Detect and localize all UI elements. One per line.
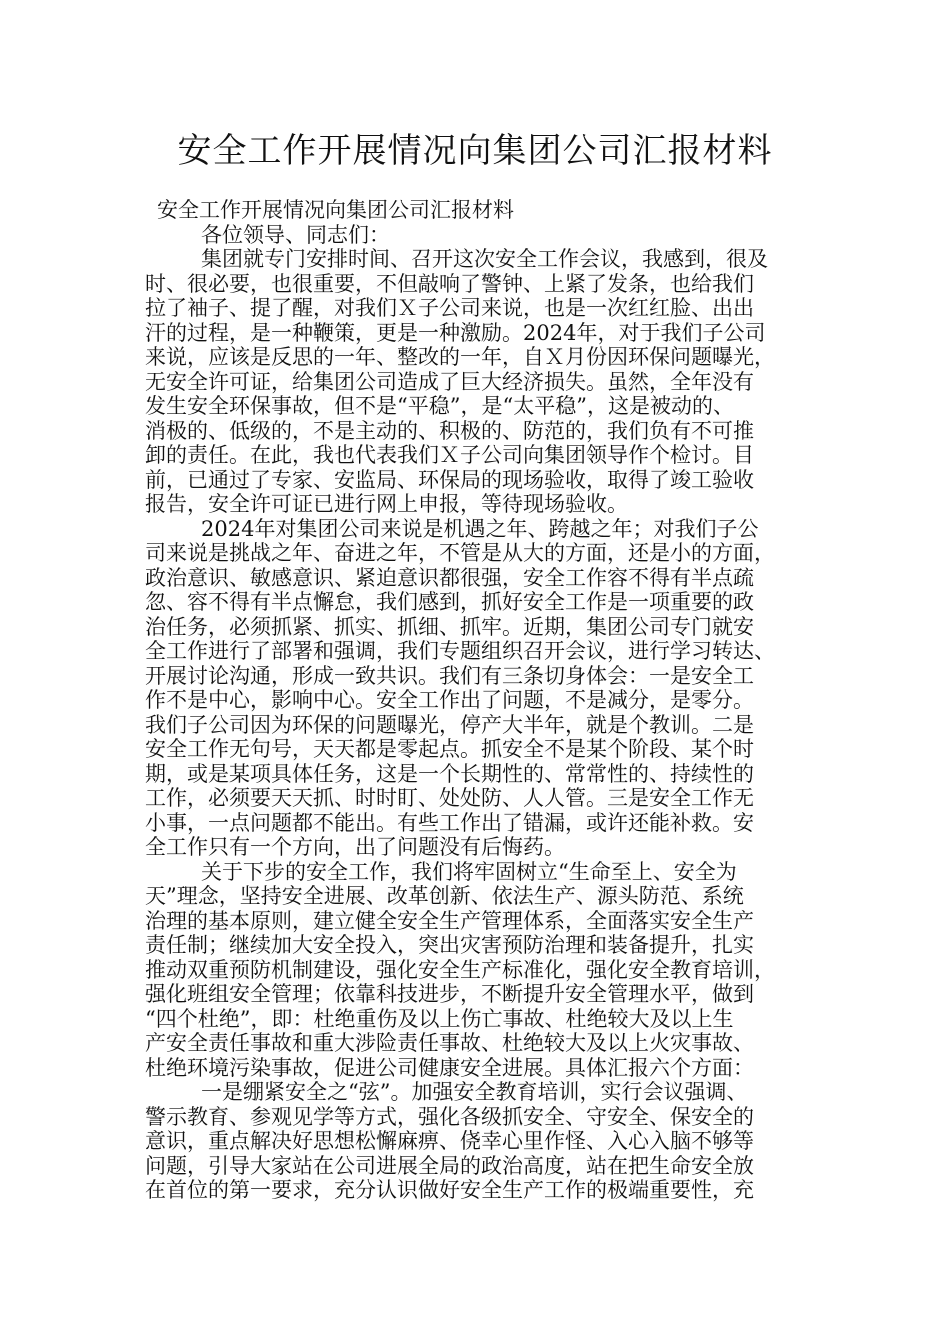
paragraph-line: “四个杜绝”，即：杜绝重伤及以上伤亡事故、杜绝较大及以上生 <box>145 1006 734 1031</box>
document-subtitle: 安全工作开展情况向集团公司汇报材料 <box>157 198 514 222</box>
paragraph-first-line: 关于下步的安全工作，我们将牢固树立“生命至上、安全为 <box>201 859 737 884</box>
paragraph-line: 推动双重预防机制建设，强化安全生产标准化，强化安全教育培训， <box>145 957 775 982</box>
paragraph-line: 拉了袖子、提了醒，对我们Ｘ子公司来说，也是一次红红脸、出出 <box>145 296 754 320</box>
paragraph-line: 期，或是某项具体任务，这是一个长期性的、常常性的、持续性的 <box>145 761 754 786</box>
paragraph-line: 无安全许可证，给集团公司造成了巨大经济损失。虽然，全年没有 <box>145 369 754 394</box>
paragraph-line: 杜绝环境污染事故，促进公司健康安全进展。具体汇报六个方面： <box>145 1055 754 1080</box>
paragraph-first-line: 一是绷紧安全之“弦”。加强安全教育培训，实行会议强调、 <box>201 1080 748 1104</box>
paragraph-line: 时、很必要，也很重要，不但敲响了警钟、上紧了发条，也给我们 <box>145 271 754 296</box>
paragraph-line: 小事，一点问题都不能出。有些工作出了错漏，或许还能补救。安 <box>145 810 754 835</box>
paragraph-line: 忽、容不得有半点懈怠，我们感到，抓好安全工作是一项重要的政 <box>145 590 754 614</box>
paragraph-line: 强化班组安全管理；依靠科技进步，不断提升安全管理水平，做到 <box>145 982 754 1006</box>
paragraph-line: 报告，安全许可证已进行网上申报，等待现场验收。 <box>145 492 628 516</box>
paragraph-line: 我们子公司因为环保的问题曝光，停产大半年，就是个教训。二是 <box>145 712 754 737</box>
paragraph-line: 司来说是挑战之年、奋进之年，不管是从大的方面，还是小的方面， <box>145 541 775 565</box>
paragraph-line: 政治意识、敏感意识、紧迫意识都很强，安全工作容不得有半点疏 <box>145 565 754 590</box>
paragraph-line: 产安全责任事故和重大涉险责任事故、杜绝较大及以上火灾事故、 <box>145 1031 754 1055</box>
greeting-line: 各位领导、同志们： <box>201 222 390 247</box>
paragraph-line: 消极的、低级的，不是主动的、积极的、防范的，我们负有不可推 <box>145 418 754 443</box>
paragraph-line: 在首位的第一要求，充分认识做好安全生产工作的极端重要性，充 <box>145 1178 754 1202</box>
document-title: 安全工作开展情况向集团公司汇报材料 <box>177 131 773 171</box>
paragraph-line: 责任制；继续加大安全投入，突出灾害预防治理和装备提升，扎实 <box>145 933 754 957</box>
paragraph-line: 警示教育、参观见学等方式，强化各级抓安全、守安全、保安全的 <box>145 1104 754 1129</box>
paragraph-line: 安全工作无句号，天天都是零起点。抓安全不是某个阶段、某个时 <box>145 737 754 761</box>
paragraph-line: 来说，应该是反思的一年、整改的一年，自Ｘ月份因环保问题曝光， <box>145 345 775 369</box>
paragraph-line: 全工作只有一个方向，出了问题没有后悔药。 <box>145 835 565 859</box>
paragraph-line: 汗的过程，是一种鞭策，更是一种激励。2024年，对于我们子公司 <box>145 320 766 345</box>
paragraph-line: 全工作进行了部署和强调，我们专题组织召开会议，进行学习转达、 <box>145 639 775 663</box>
paragraph-line: 治任务，必须抓紧、抓实、抓细、抓牢。近期，集团公司专门就安 <box>145 614 754 639</box>
paragraph-first-line: 2024年对集团公司来说是机遇之年、跨越之年；对我们子公 <box>201 516 759 541</box>
paragraph-line: 前，已通过了专家、安监局、环保局的现场验收，取得了竣工验收 <box>145 467 754 492</box>
paragraph-line: 问题，引导大家站在公司进展全局的政治高度，站在把生命安全放 <box>145 1153 754 1178</box>
paragraph-first-line: 集团就专门安排时间、召开这次安全工作会议，我感到，很及 <box>201 247 768 271</box>
paragraph-line: 意识，重点解决好思想松懈麻痹、侥幸心里作怪、入心入脑不够等 <box>145 1129 754 1153</box>
paragraph-line: 作不是中心，影响中心。安全工作出了问题，不是减分，是零分。 <box>145 688 754 712</box>
paragraph-line: 天”理念，坚持安全进展、改革创新、依法生产、源头防范、系统 <box>145 884 744 908</box>
paragraph-line: 发生安全环保事故，但不是“平稳”，是“太平稳”，这是被动的、 <box>145 394 734 418</box>
paragraph-line: 卸的责任。在此，我也代表我们Ｘ子公司向集团领导作个检讨。目 <box>145 443 754 467</box>
paragraph-line: 开展讨论沟通，形成一致共识。我们有三条切身体会：一是安全工 <box>145 663 754 688</box>
paragraph-line: 工作，必须要天天抓、时时盯、处处防、人人管。三是安全工作无 <box>145 786 754 810</box>
paragraph-line: 治理的基本原则，建立健全安全生产管理体系，全面落实安全生产 <box>145 908 754 933</box>
document-body <box>145 198 825 1203</box>
